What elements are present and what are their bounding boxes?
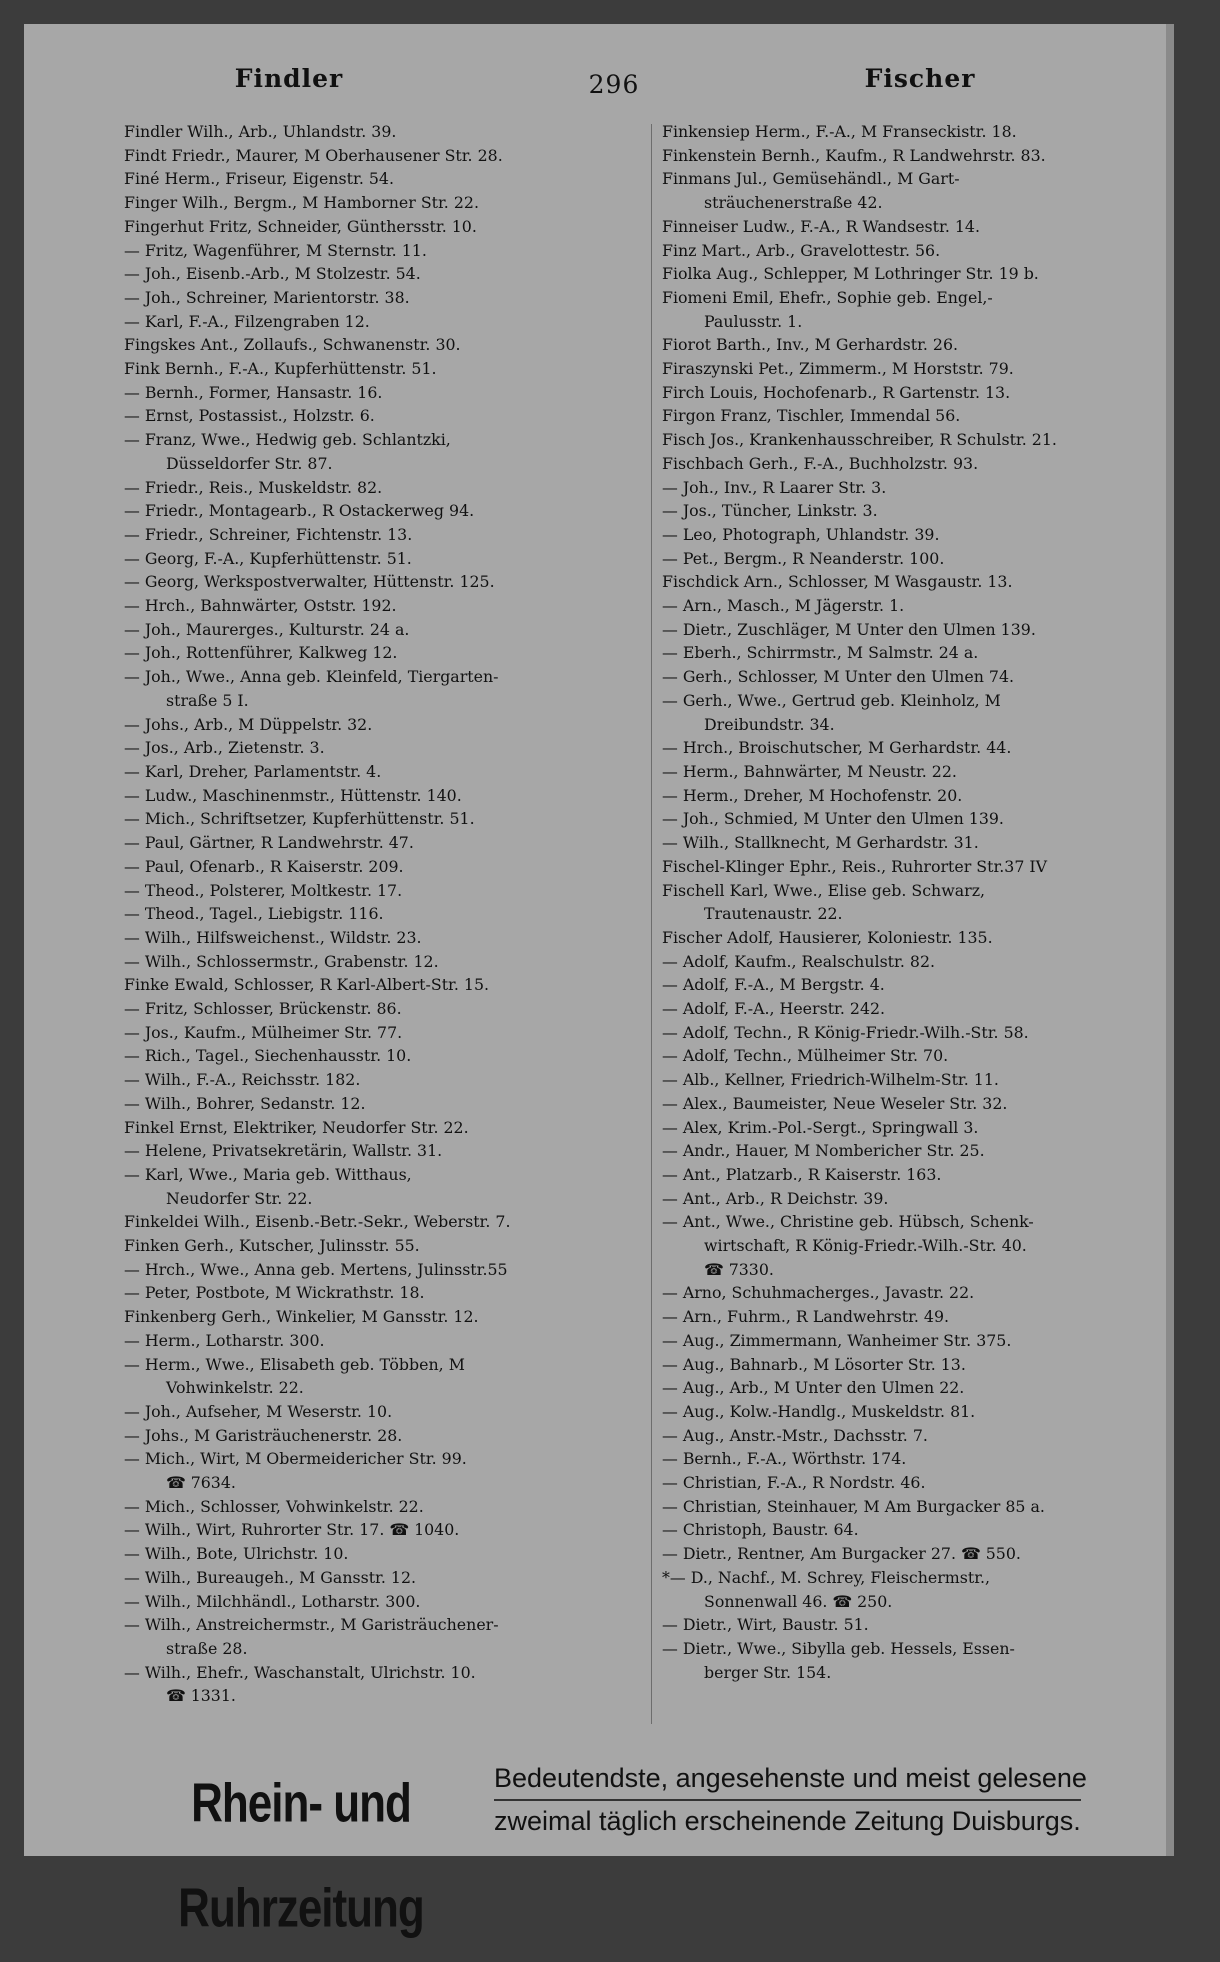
directory-entry: — Bernh., Former, Hansastr. 16. <box>124 382 383 402</box>
directory-entry: — Leo, Photograph, Uhlandstr. 39. <box>662 524 940 544</box>
directory-entry: — Jos., Kaufm., Mülheimer Str. 77. <box>124 1022 403 1042</box>
directory-entry: — Aug., Anstr.-Mstr., Dachsstr. 7. <box>662 1425 928 1445</box>
directory-entry: — Joh., Aufseher, M Weserstr. 10. <box>124 1401 393 1421</box>
directory-entry: — Wilh., Stallknecht, M Gerhardstr. 31. <box>662 833 979 853</box>
directory-entry: — Franz, Wwe., Hedwig geb. Schlantzki, <box>124 430 451 450</box>
directory-entry: — Joh., Maurerges., Kulturstr. 24 a. <box>124 619 410 639</box>
directory-entry: — Wilh., F.-A., Reichsstr. 182. <box>124 1070 361 1090</box>
directory-entry: Firaszynski Pet., Zimmerm., M Horststr. 79. <box>662 359 1014 379</box>
directory-entry: — Johs., M Garisträuchenerstr. 28. <box>124 1425 403 1445</box>
directory-entry: *— D., Nachf., M. Schrey, Fleischermstr., <box>662 1567 991 1587</box>
ad-newspaper-title: Rhein- und Ruhrzeitung <box>178 1772 424 1939</box>
directory-entry: Fischel-Klinger Ephr., Reis., Ruhrorter Str.37 IV <box>662 856 1048 876</box>
directory-entry: — Pet., Bergm., R Neanderstr. 100. <box>662 548 945 568</box>
directory-entry: — Mich., Wirt, M Obermeidericher Str. 99. <box>124 1449 467 1469</box>
directory-entry: — Joh., Rottenführer, Kalkweg 12. <box>124 643 398 663</box>
directory-entry: — Ant., Platzarb., R Kaiserstr. 163. <box>662 1164 942 1184</box>
directory-entry: ☎ 7634. <box>166 1473 236 1493</box>
directory-entry: — Herm., Lotharstr. 300. <box>124 1330 325 1350</box>
directory-entry: — Dietr., Wirt, Baustr. 51. <box>662 1615 869 1635</box>
directory-entry: — Gerh., Wwe., Gertrud geb. Kleinholz, M <box>662 690 1001 710</box>
directory-entry: — Friedr., Montagearb., R Ostackerweg 94. <box>124 501 475 521</box>
directory-entry: Vohwinkelstr. 22. <box>166 1378 304 1398</box>
directory-entry: — Fritz, Schlosser, Brückenstr. 86. <box>124 999 402 1019</box>
directory-entry: Finkensiep Herm., F.-A., M Franseckistr. 18. <box>662 122 1017 141</box>
directory-entry: — Joh., Wwe., Anna geb. Kleinfeld, Tiergarten- <box>124 667 499 687</box>
directory-entry: — Joh., Schreiner, Marientorstr. 38. <box>124 287 410 307</box>
directory-entry: Finkeldei Wilh., Eisenb.-Betr.-Sekr., Weberstr. 7. <box>124 1212 511 1232</box>
directory-entry: — Karl, Dreher, Parlamentstr. 4. <box>124 761 382 781</box>
directory-entry: — Johs., Arb., M Düppelstr. 32. <box>124 714 373 734</box>
directory-entry: — Aug., Zimmermann, Wanheimer Str. 375. <box>662 1330 1012 1350</box>
directory-entry: — Arn., Masch., M Jägerstr. 1. <box>662 596 905 616</box>
directory-entry: — Arn., Fuhrm., R Landwehrstr. 49. <box>662 1307 950 1327</box>
directory-entry: — Herm., Bahnwärter, M Neustr. 22. <box>662 761 957 781</box>
directory-entry: — Alex, Krim.-Pol.-Sergt., Springwall 3. <box>662 1117 979 1137</box>
page-number: 296 <box>588 70 640 99</box>
directory-entry: — Wilh., Bureaugeh., M Gansstr. 12. <box>124 1567 417 1587</box>
directory-entry: sträuchenerstraße 42. <box>704 193 883 213</box>
directory-entry: — Hrch., Broischutscher, M Gerhardstr. 44. <box>662 738 1012 758</box>
directory-entry: — Georg, F.-A., Kupferhüttenstr. 51. <box>124 548 412 568</box>
directory-entry: Neudorfer Str. 22. <box>166 1188 313 1208</box>
directory-entry: — Rich., Tagel., Siechenhausstr. 10. <box>124 1046 412 1066</box>
directory-entry: Firgon Franz, Tischler, Immendal 56. <box>662 406 961 426</box>
directory-entry: — Paul, Ofenarb., R Kaiserstr. 209. <box>124 856 404 876</box>
directory-entry: — Wilh., Hilfsweichenst., Wildstr. 23. <box>124 927 422 947</box>
directory-entry: — Arno, Schuhmacherges., Javastr. 22. <box>662 1283 975 1303</box>
directory-entry: — Wilh., Wirt, Ruhrorter Str. 17. ☎ 1040. <box>124 1520 460 1540</box>
directory-entry: Fink Bernh., F.-A., Kupferhüttenstr. 51. <box>124 359 437 379</box>
directory-entry: — Ant., Wwe., Christine geb. Hübsch, Schenk- <box>662 1212 1034 1232</box>
directory-entry: — Dietr., Wwe., Sibylla geb. Hessels, Essen- <box>662 1639 1015 1658</box>
directory-entry: — Theod., Tagel., Liebigstr. 116. <box>124 904 384 924</box>
directory-entry: — Adolf, Techn., Mülheimer Str. 70. <box>662 1046 949 1066</box>
directory-entry: — Mich., Schriftsetzer, Kupferhüttenstr. 51. <box>124 809 475 829</box>
directory-entry: Finken Gerh., Kutscher, Julinsstr. 55. <box>124 1236 420 1256</box>
column-divider <box>651 124 652 1724</box>
directory-page <box>24 24 1174 1939</box>
directory-entry: Finkenstein Bernh., Kaufm., R Landwehrstr. 83. <box>662 145 1046 165</box>
directory-entry: — Jos., Arb., Zietenstr. 3. <box>124 738 325 758</box>
directory-entry: — Friedr., Schreiner, Fichtenstr. 13. <box>124 524 413 544</box>
directory-entry: — Ernst, Postassist., Holzstr. 6. <box>124 406 375 426</box>
directory-entry: Finkel Ernst, Elektriker, Neudorfer Str. 22. <box>124 1117 469 1137</box>
directory-entry: — Herm., Wwe., Elisabeth geb. Többen, M <box>124 1354 465 1374</box>
directory-entry: — Ludw., Maschinenmstr., Hüttenstr. 140. <box>124 785 462 805</box>
right-column <box>662 120 1182 1684</box>
directory-entry: Findler Wilh., Arb., Uhlandstr. 39. <box>124 122 397 141</box>
directory-entry: — Peter, Postbote, M Wickrathstr. 18. <box>124 1283 425 1303</box>
directory-entry: Finger Wilh., Bergm., M Hamborner Str. 22. <box>124 193 479 213</box>
left-column <box>124 120 644 1708</box>
directory-entry: wirtschaft, R König-Friedr.-Wilh.-Str. 40. <box>704 1236 1027 1256</box>
advertisement <box>136 1758 1186 1939</box>
directory-entry: — Helene, Privatsekretärin, Wallstr. 31. <box>124 1141 443 1161</box>
directory-entry: — Wilh., Bohrer, Sedanstr. 12. <box>124 1093 366 1113</box>
directory-entry: Finmans Jul., Gemüsehändl., M Gart- <box>662 169 960 189</box>
directory-entry: — Gerh., Schlosser, M Unter den Ulmen 74. <box>662 667 1015 687</box>
directory-entry: — Karl, F.-A., Filzengraben 12. <box>124 311 370 331</box>
directory-entry: Fischbach Gerh., F.-A., Buchholzstr. 93. <box>662 453 979 473</box>
directory-entry: Fingskes Ant., Zollaufs., Schwanenstr. 30. <box>124 335 461 355</box>
directory-entry: Finé Herm., Friseur, Eigenstr. 54. <box>124 169 394 189</box>
header-right-name: Fischer <box>864 64 976 93</box>
directory-entry: — Theod., Polsterer, Moltkestr. 17. <box>124 880 403 900</box>
directory-entry: — Karl, Wwe., Maria geb. Witthaus, <box>124 1164 412 1184</box>
directory-entry: — Joh., Inv., R Laarer Str. 3. <box>662 477 887 497</box>
directory-entry: Fiomeni Emil, Ehefr., Sophie geb. Engel,- <box>662 287 993 307</box>
directory-entry: — Aug., Kolw.-Handlg., Muskeldstr. 81. <box>662 1401 976 1421</box>
directory-entry: — Aug., Arb., M Unter den Ulmen 22. <box>662 1378 965 1398</box>
directory-entry: — Eberh., Schirrmstr., M Salmstr. 24 a. <box>662 643 979 663</box>
directory-entry: — Alb., Kellner, Friedrich-Wilhelm-Str. 11. <box>662 1070 999 1090</box>
directory-entry: — Hrch., Wwe., Anna geb. Mertens, Julinsstr.55 <box>124 1259 508 1279</box>
directory-entry: Fischer Adolf, Hausierer, Koloniestr. 135. <box>662 927 993 947</box>
directory-entry: — Alex., Baumeister, Neue Weseler Str. 32. <box>662 1093 1008 1113</box>
directory-entry: — Wilh., Schlossermstr., Grabenstr. 12. <box>124 951 439 971</box>
directory-entry: Trautenaustr. 22. <box>704 904 843 924</box>
directory-entry: Firch Louis, Hochofenarb., R Gartenstr. 13. <box>662 382 1011 402</box>
directory-entry: — Georg, Werkspostverwalter, Hüttenstr. 125. <box>124 572 495 592</box>
directory-entry: — Adolf, F.-A., M Bergstr. 4. <box>662 975 885 995</box>
directory-entry: — Friedr., Reis., Muskeldstr. 82. <box>124 477 383 497</box>
directory-entry: Düsseldorfer Str. 87. <box>166 453 333 473</box>
directory-entry: — Christian, Steinhauer, M Am Burgacker 85 a. <box>662 1496 1045 1516</box>
directory-entry: Finneiser Ludw., F.-A., R Wandsestr. 14. <box>662 216 980 236</box>
directory-entry: Fingerhut Fritz, Schneider, Günthersstr. 10. <box>124 216 477 236</box>
directory-entry: — Christian, F.-A., R Nordstr. 46. <box>662 1473 926 1493</box>
directory-entry: — Adolf, Kaufm., Realschulstr. 82. <box>662 951 936 971</box>
directory-entry: berger Str. 154. <box>704 1662 832 1682</box>
directory-entry: straße 5 I. <box>166 690 249 710</box>
directory-entry: Finz Mart., Arb., Gravelottestr. 56. <box>662 240 941 260</box>
directory-entry: Fischdick Arn., Schlosser, M Wasgaustr. 13. <box>662 572 1013 592</box>
directory-entry: — Bernh., F.-A., Wörthstr. 174. <box>662 1449 907 1469</box>
directory-entry: — Andr., Hauer, M Nombericher Str. 25. <box>662 1141 985 1161</box>
directory-entry: — Joh., Eisenb.-Arb., M Stolzestr. 54. <box>124 264 421 284</box>
directory-entry: — Adolf, F.-A., Heerstr. 242. <box>662 999 886 1019</box>
directory-entry: Sonnenwall 46. ☎ 250. <box>704 1591 893 1611</box>
directory-entry: Fisch Jos., Krankenhausschreiber, R Schulstr. 21. <box>662 430 1057 450</box>
directory-entry: — Adolf, Techn., R König-Friedr.-Wilh.-Str. 58. <box>662 1022 1029 1042</box>
directory-entry: Finkenberg Gerh., Winkelier, M Gansstr. 12. <box>124 1307 479 1327</box>
directory-entry: — Wilh., Ehefr., Waschanstalt, Ulrichstr. 10. <box>124 1662 476 1682</box>
directory-entry: Dreibundstr. 34. <box>704 714 835 734</box>
directory-entry: — Joh., Schmied, M Unter den Ulmen 139. <box>662 809 1004 829</box>
directory-entry: ☎ 1331. <box>166 1686 236 1706</box>
directory-entry: Paulusstr. 1. <box>704 311 803 331</box>
directory-entry: — Ant., Arb., R Deichstr. 39. <box>662 1188 889 1208</box>
ad-slogan-line1: Bedeutendste, angesehenste und meist gelesene <box>494 1763 1087 1793</box>
directory-entry: straße 28. <box>166 1639 248 1658</box>
directory-entry: ☎ 7330. <box>704 1259 774 1279</box>
directory-entry: — Aug., Bahnarb., M Lösorter Str. 13. <box>662 1354 966 1374</box>
directory-entry: — Dietr., Zuschläger, M Unter den Ulmen 139. <box>662 619 1036 639</box>
directory-entry: — Wilh., Anstreichermstr., M Garisträuchener- <box>124 1615 499 1635</box>
directory-entry: — Mich., Schlosser, Vohwinkelstr. 22. <box>124 1496 424 1516</box>
directory-entry: — Wilh., Milchhändl., Lotharstr. 300. <box>124 1591 421 1611</box>
directory-entry: Fiolka Aug., Schlepper, M Lothringer Str. 19 b. <box>662 264 1039 284</box>
directory-entry: — Paul, Gärtner, R Landwehrstr. 47. <box>124 833 414 853</box>
directory-entry: — Herm., Dreher, M Hochofenstr. 20. <box>662 785 963 805</box>
directory-entry: Fiorot Barth., Inv., M Gerhardstr. 26. <box>662 335 959 355</box>
ad-slogan <box>494 1758 1194 1842</box>
directory-entry: Findt Friedr., Maurer, M Oberhausener Str. 28. <box>124 145 503 165</box>
header-left-name: Findler <box>234 64 344 93</box>
directory-entry: — Jos., Tüncher, Linkstr. 3. <box>662 501 878 521</box>
ad-slogan-line2: zweimal täglich erscheinende Zeitung Duisburgs. <box>494 1799 1081 1842</box>
directory-entry: — Christoph, Baustr. 64. <box>662 1520 859 1540</box>
directory-entry: — Fritz, Wagenführer, M Sternstr. 11. <box>124 240 427 260</box>
directory-entry: Fischell Karl, Wwe., Elise geb. Schwarz, <box>662 880 986 900</box>
directory-entry: — Hrch., Bahnwärter, Oststr. 192. <box>124 596 397 616</box>
directory-entry: — Wilh., Bote, Ulrichstr. 10. <box>124 1544 349 1564</box>
directory-entry: Finke Ewald, Schlosser, R Karl-Albert-Str. 15. <box>124 975 490 995</box>
directory-entry: — Dietr., Rentner, Am Burgacker 27. ☎ 550. <box>662 1544 1021 1564</box>
